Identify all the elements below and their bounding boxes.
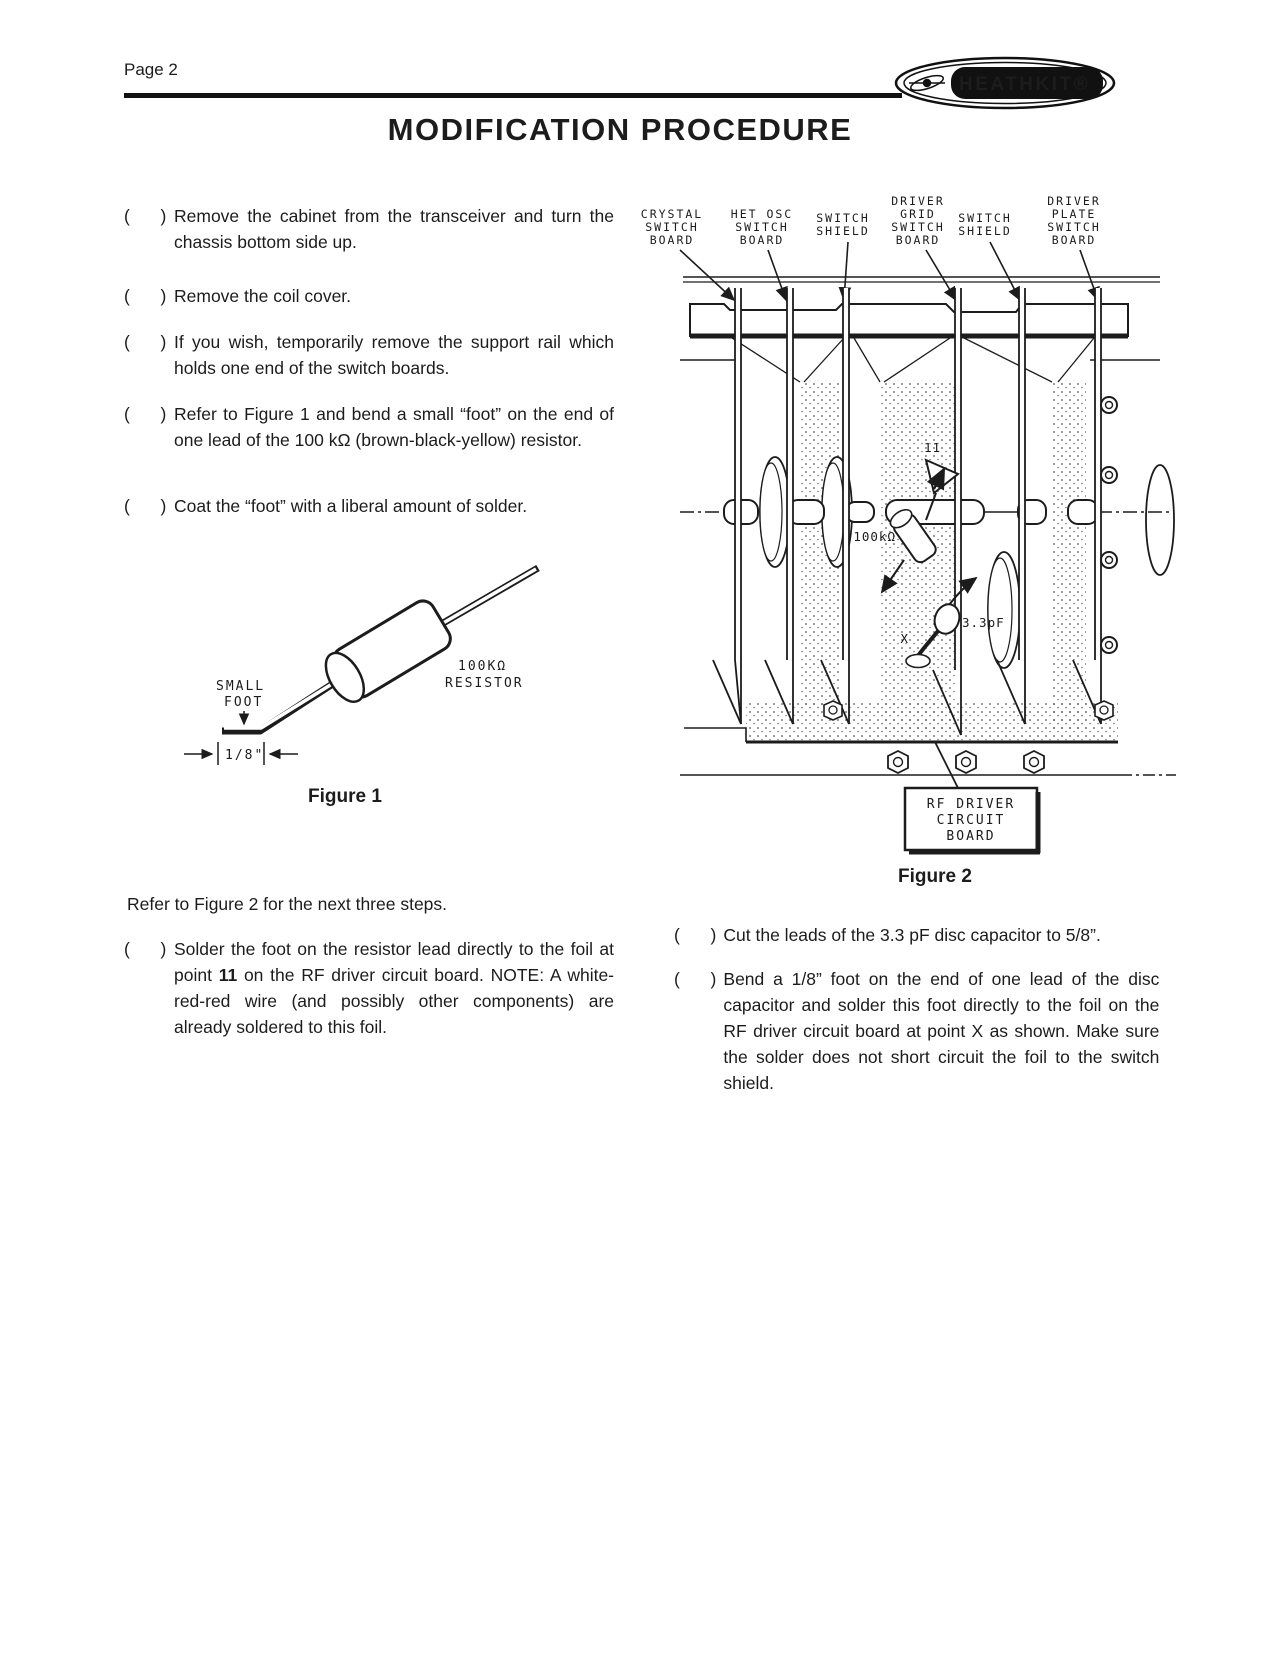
capacitor-callout: 3.3pF (962, 615, 1005, 630)
svg-text:HET OSC: HET OSC (730, 207, 794, 221)
checkbox-mark: ( ) (124, 332, 174, 352)
svg-text:CRYSTAL: CRYSTAL (640, 207, 704, 221)
checklist-item (674, 922, 1159, 948)
svg-text:PLATE: PLATE (1051, 207, 1097, 221)
resistor-value-label: RESISTOR (445, 676, 524, 691)
support-rail (690, 304, 1128, 336)
point-11-ref: 11 (218, 965, 238, 985)
svg-text:SWITCH: SWITCH (1047, 220, 1101, 234)
figure2-top-labels (641, 194, 1101, 247)
checklist-item (124, 493, 614, 519)
header-rule (124, 93, 902, 98)
heathkit-logo (893, 56, 1117, 115)
logo-wordmark: HEATHKIT® (959, 74, 1091, 95)
step-text (174, 936, 614, 1040)
step-text: Remove the coil cover. (174, 286, 352, 306)
rf-driver-box-text: RF DRIVER (926, 797, 1016, 812)
checkbox-mark: ( ) (674, 925, 724, 945)
resistor-value-label: 100KΩ (458, 659, 508, 674)
point-11-label: 11 (924, 440, 942, 455)
checkbox-mark: ( ) (124, 939, 174, 959)
resistor-upper-lead (438, 568, 538, 626)
page-number: Page 2 (124, 60, 178, 79)
step-text: Bend a 1/8” foot on the end of one lead of the disc capacitor and solder this foot directly to the foil on the RF driver circuit board at point X as shown. Make sure the solder does not short circuit the foil to the switch shield. (723, 969, 1160, 1093)
step-text: Remove the cabinet from the transceiver and turn the chassis bottom side up. (174, 206, 614, 252)
svg-text:DRIVER: DRIVER (891, 194, 945, 208)
checklist-item (124, 329, 614, 381)
dimension-1-8 (184, 742, 298, 765)
step-text: If you wish, temporarily remove the support rail which holds one end of the switch boards. (174, 332, 614, 378)
switch-shield-label (816, 211, 870, 238)
step-text: Cut the leads of the 3.3 pF disc capacitor to 5/8”. (723, 925, 1101, 945)
stippled-board-faces (746, 380, 1118, 742)
checkbox-mark: ( ) (124, 404, 174, 424)
rf-driver-box-text: CIRCUIT (936, 813, 1006, 828)
checklist-item (124, 283, 614, 309)
svg-text:SWITCH: SWITCH (645, 220, 699, 234)
resistor-body (318, 596, 455, 708)
svg-text:BOARD: BOARD (895, 233, 941, 247)
callout-arrows (680, 242, 1098, 300)
svg-text:BOARD: BOARD (1051, 233, 1097, 247)
driver-plate-switch-board-label (1047, 194, 1101, 247)
small-foot-label: SMALL (216, 679, 266, 694)
resistor-callout: 100kΩ (853, 529, 896, 544)
checklist-item (124, 203, 614, 255)
svg-text:SWITCH: SWITCH (891, 220, 945, 234)
small-foot-label: FOOT (224, 695, 264, 710)
figure2-caption: Figure 2 (898, 866, 972, 887)
figure1-drawing (140, 548, 600, 783)
svg-text:DRIVER: DRIVER (1047, 194, 1101, 208)
point-x-label: X (900, 631, 909, 646)
checkbox-mark: ( ) (674, 969, 724, 989)
checklist-item (674, 966, 1159, 1096)
het-osc-switch-board-label (731, 207, 793, 247)
switch-shield-label (958, 211, 1012, 238)
driver-grid-switch-board-label (891, 194, 945, 247)
checklist-item (124, 401, 614, 453)
refer-note: Refer to Figure 2 for the next three steps. (127, 894, 448, 914)
svg-text:SHIELD: SHIELD (958, 224, 1012, 238)
figure2-drawing (628, 190, 1188, 875)
step-text: Refer to Figure 1 and bend a small “foot” on the end of one lead of the 100 kΩ (brown-black-yellow) resistor. (174, 404, 614, 450)
checklist-item (124, 936, 614, 1040)
crystal-switch-board-label (641, 207, 703, 247)
rf-driver-box-text: BOARD (946, 829, 996, 844)
figure1-caption: Figure 1 (308, 786, 382, 807)
box-leader-line (935, 742, 958, 788)
rf-driver-box (905, 788, 1040, 853)
step-text: Coat the “foot” with a liberal amount of solder. (174, 496, 528, 516)
dimension-text: 1/8" (225, 748, 265, 763)
svg-text:BOARD: BOARD (649, 233, 695, 247)
checkbox-mark: ( ) (124, 286, 174, 306)
svg-text:SWITCH: SWITCH (735, 220, 789, 234)
svg-text:GRID: GRID (900, 207, 936, 221)
svg-text:SWITCH: SWITCH (816, 211, 870, 225)
checkbox-mark: ( ) (124, 496, 174, 516)
svg-text:SWITCH: SWITCH (958, 211, 1012, 225)
board-mounting-lugs (1101, 397, 1117, 653)
svg-text:SHIELD: SHIELD (816, 224, 870, 238)
svg-text:BOARD: BOARD (739, 233, 785, 247)
page-title: MODIFICATION PROCEDURE (387, 112, 853, 147)
heathkit-logo-icon (893, 56, 1117, 110)
checkbox-mark: ( ) (124, 206, 174, 226)
step-text-pre: Solder the foot on the resistor lead directly to the foil at point (174, 939, 614, 985)
step-text-post: on the RF driver circuit board. NOTE: A white-red-red wire (and possibly other components) are already soldered to this foil. (174, 965, 615, 1037)
